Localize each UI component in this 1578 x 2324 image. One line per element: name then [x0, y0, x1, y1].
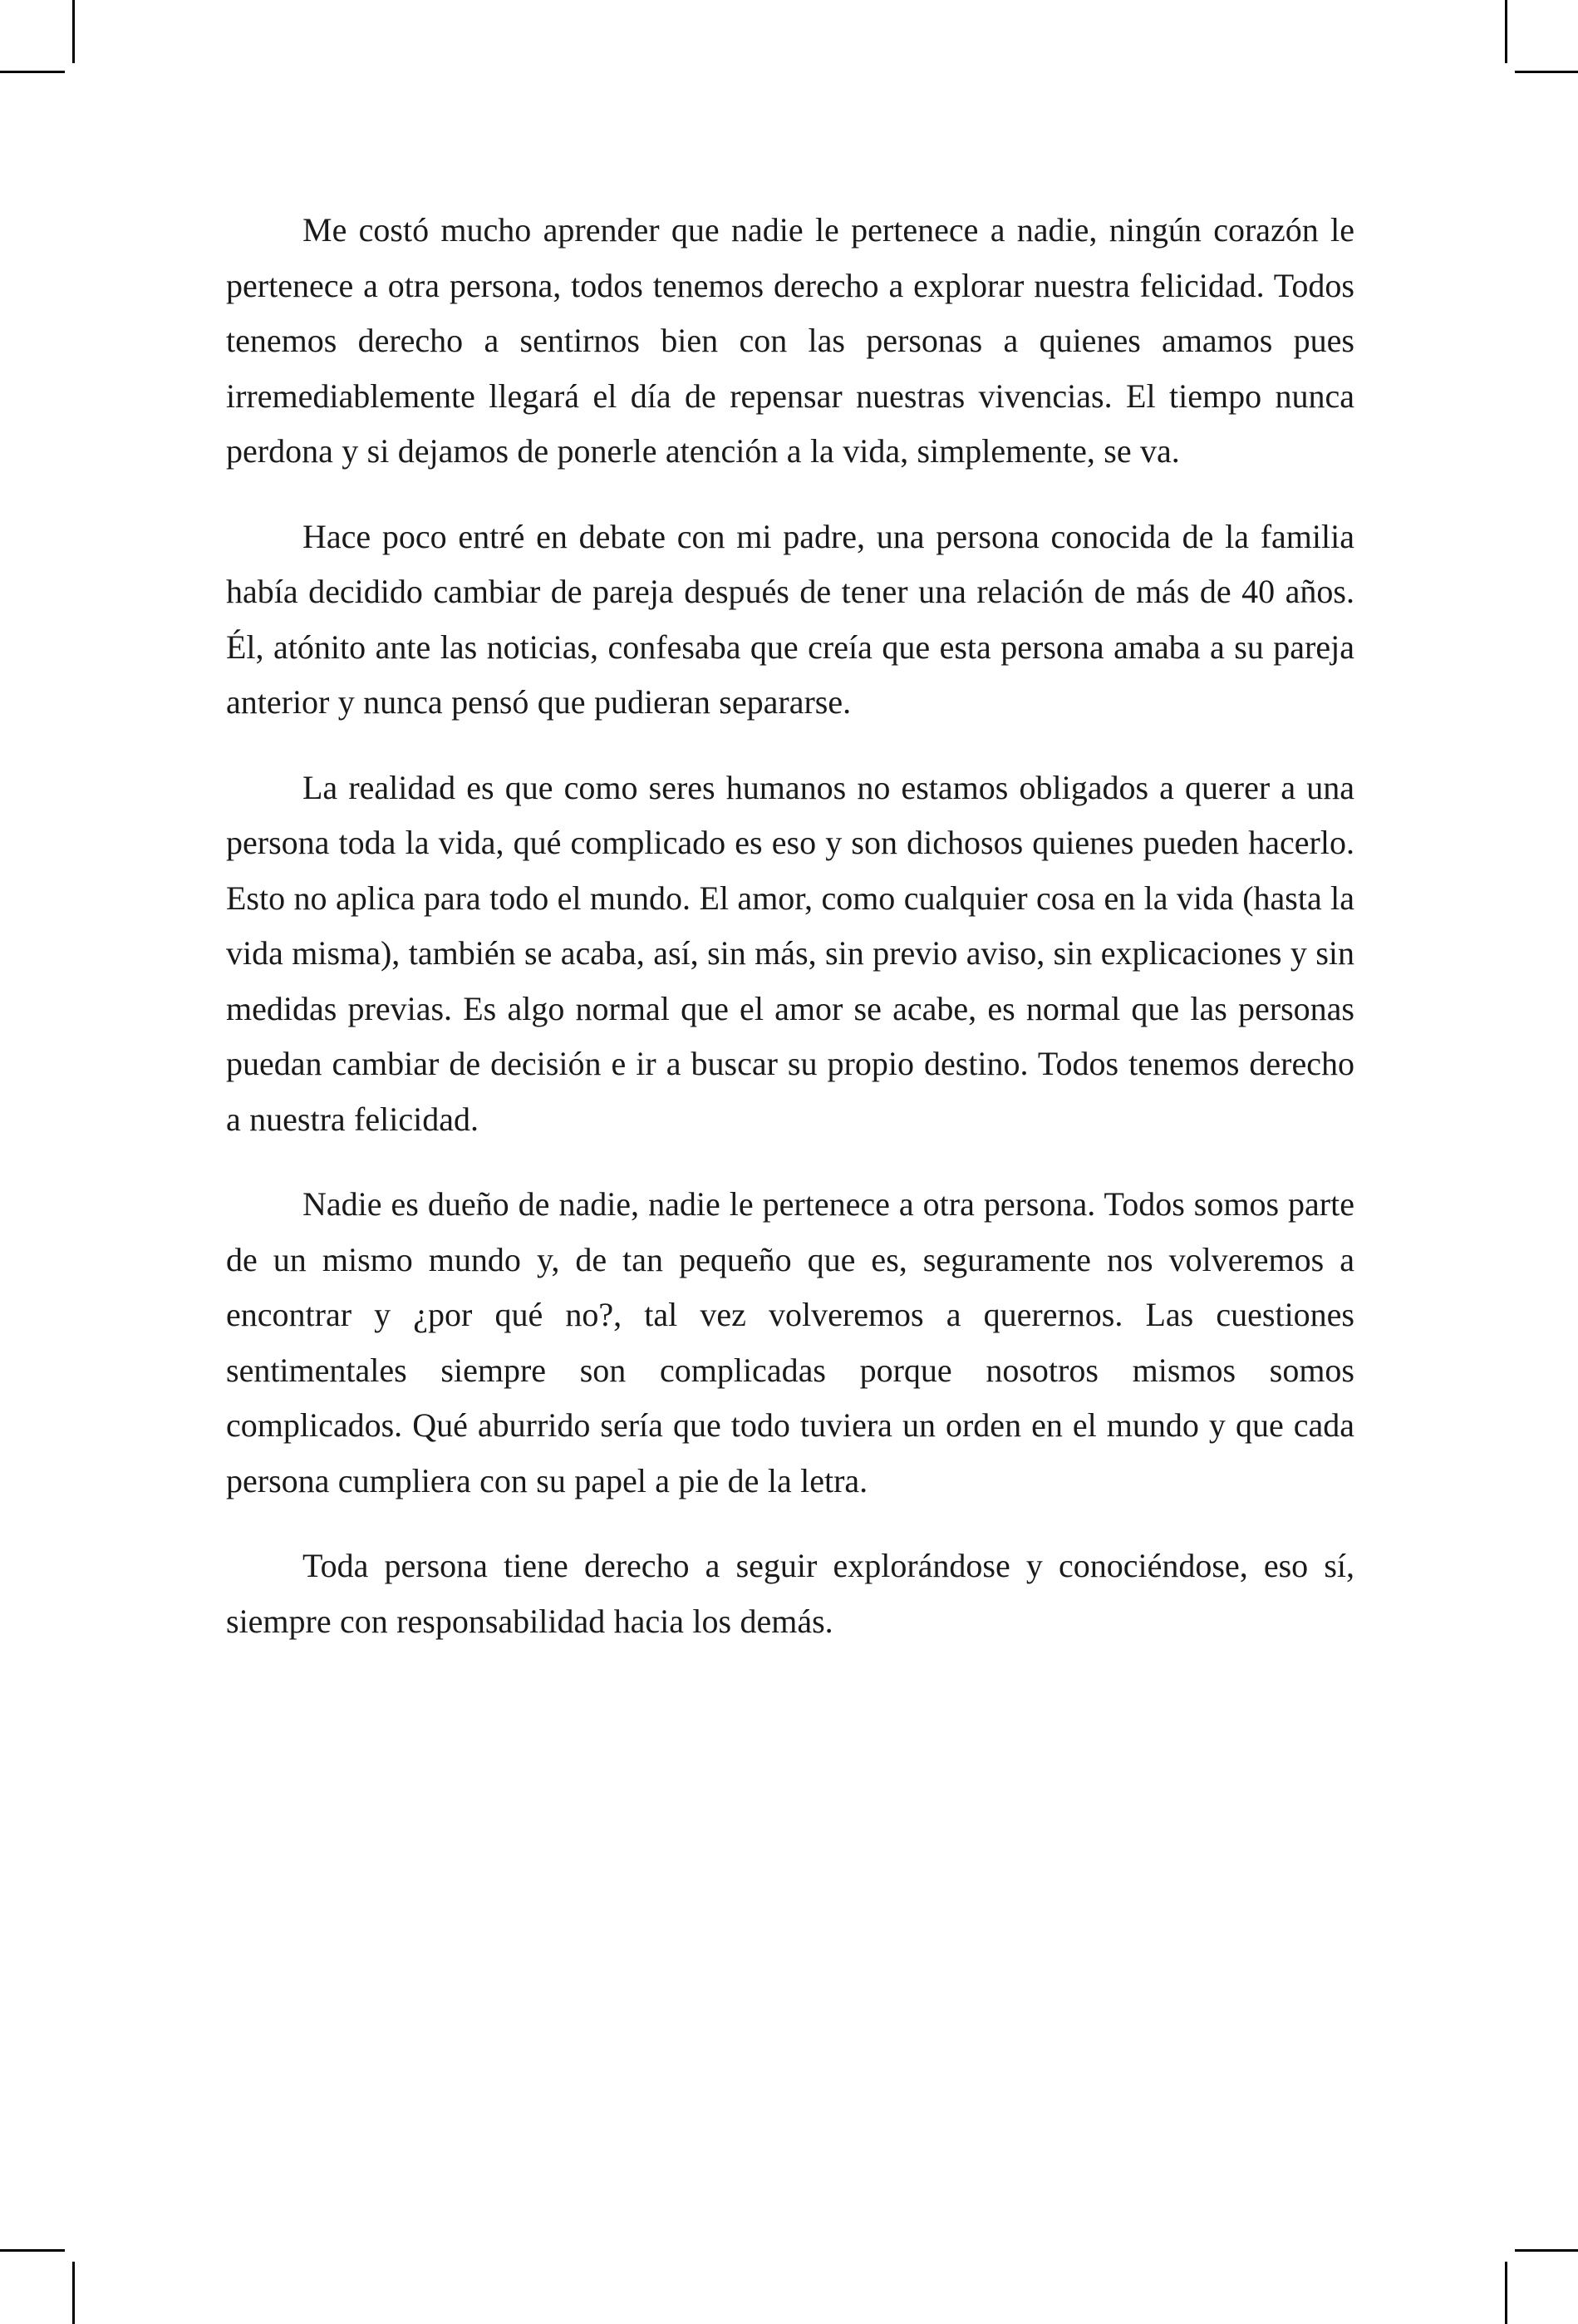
paragraph-3: La realidad es que como seres humanos no estamos obligados a querer a una persona toda la vida, qué complicado es eso y son dichosos quienes pueden hacerlo. Esto no aplica para todo el mundo. El amor, como cualquier cosa en la vida (hasta la vida misma), también se acaba, así, sin más, sin previo aviso, sin explicaciones y sin medidas previas. Es algo normal que el amor se acabe, es normal que las personas puedan cambiar de decisión e ir a buscar su propio destino. Todos tenemos derecho a nuestra felicidad.	[226, 768, 1354, 1138]
crop-mark-top-right	[1428, 0, 1578, 91]
crop-mark-vertical-rule	[1505, 0, 1507, 63]
crop-mark-vertical-rule	[1505, 2262, 1507, 2324]
crop-mark-top-left	[0, 0, 150, 91]
crop-mark-vertical-rule	[72, 2262, 75, 2324]
crop-mark-bottom-right	[1428, 2236, 1578, 2324]
crop-mark-horizontal-rule	[0, 2249, 65, 2252]
crop-mark-horizontal-rule	[1515, 2249, 1578, 2252]
crop-mark-vertical-rule	[72, 0, 75, 63]
paragraph-5: Toda persona tiene derecho a seguir explorándose y conociéndose, eso sí, siempre con responsabilidad hacia los demás.	[226, 1547, 1354, 1640]
body-text-column	[226, 203, 1354, 1649]
paragraph-4: Nadie es dueño de nadie, nadie le pertenece a otra persona. Todos somos parte de un mismo mundo y, de tan pequeño que es, seguramente nos volveremos a encontrar y ¿por qué no?, tal vez volveremos a querernos. Las cuestiones sentimentales siempre son complicadas porque nosotros mismos somos complicados. Qué aburrido sería que todo tuviera un orden en el mundo y que cada persona cumpliera con su papel a pie de la letra.	[226, 1185, 1354, 1499]
crop-mark-bottom-left	[0, 2236, 150, 2324]
paragraph-2: Hace poco entré en debate con mi padre, una persona conocida de la familia había decidido cambiar de pareja después de tener una relación de más de 40 años. Él, atónito ante las noticias, confesaba que creía que esta persona amaba a su pareja anterior y nunca pensó que pudieran separarse.	[226, 517, 1354, 721]
crop-mark-horizontal-rule	[0, 71, 65, 73]
crop-mark-horizontal-rule	[1515, 71, 1578, 73]
paragraph-1: Me costó mucho aprender que nadie le pertenece a nadie, ningún corazón le pertenece a otra persona, todos tenemos derecho a explorar nuestra felicidad. Todos tenemos derecho a sentirnos bien con las personas a quienes amamos pues irremediablemente llegará el día de repensar nuestras vivencias. El tiempo nunca perdona y si dejamos de ponerle atención a la vida, simplemente, se va.	[226, 211, 1354, 470]
